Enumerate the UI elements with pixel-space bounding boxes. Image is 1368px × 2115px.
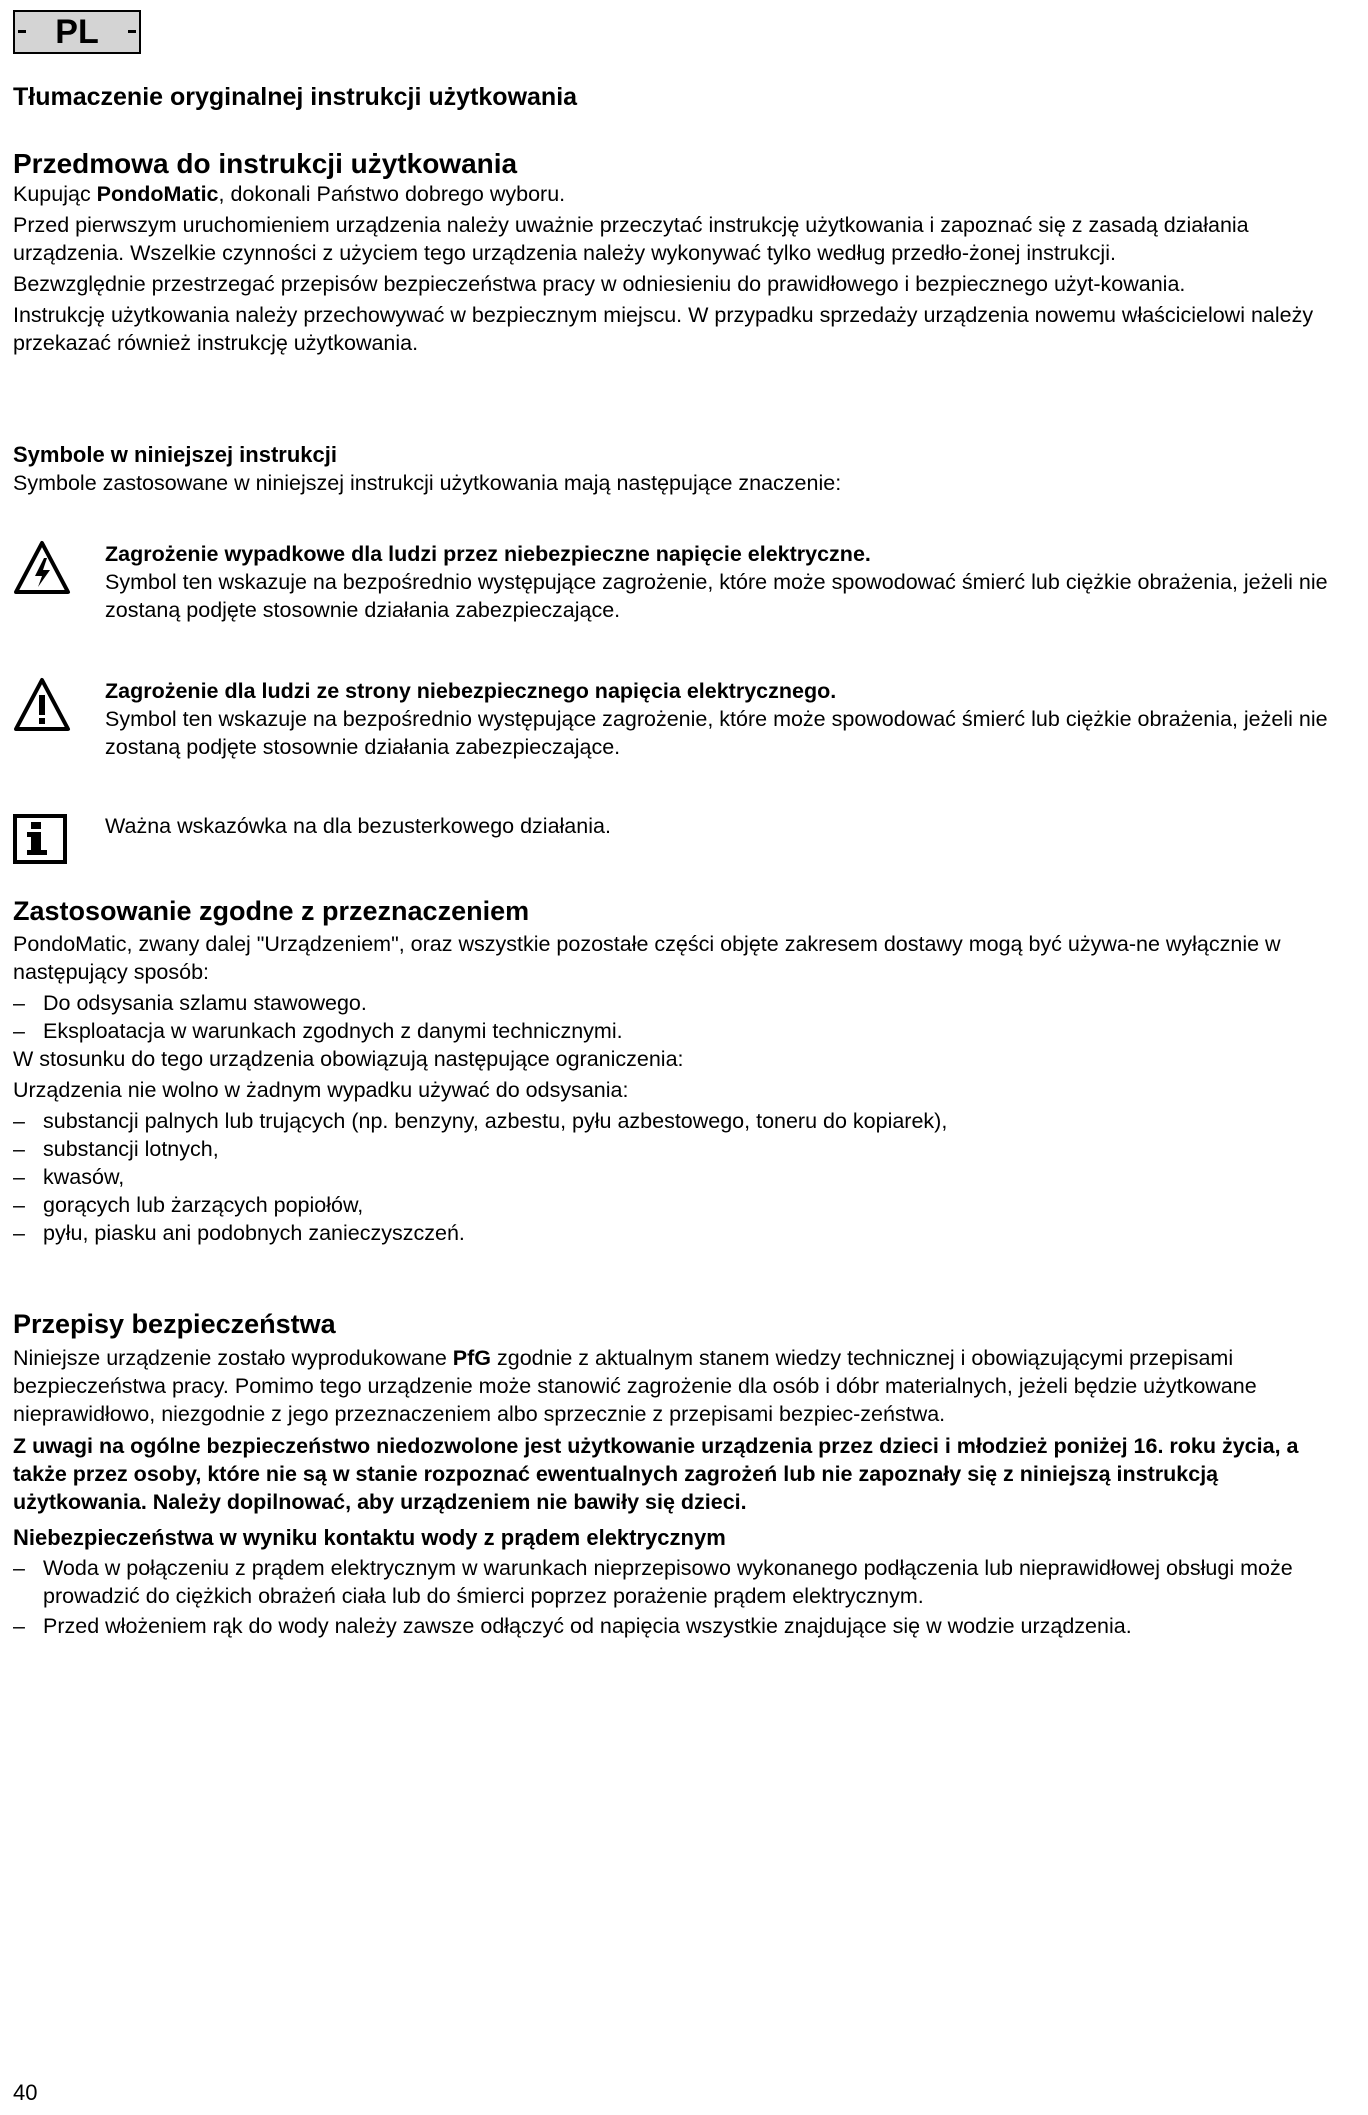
intended-use-paragraph: W stosunku do tego urządzenia obowiązują następujące ograniczenia: xyxy=(13,1047,684,1071)
info-icon xyxy=(13,812,67,866)
safety-paragraph xyxy=(13,1344,1355,1428)
symbol-description: Ważna wskazówka na dla bezusterkowego działania. xyxy=(105,814,611,838)
list-item: – kwasów, xyxy=(13,1163,1355,1191)
foreword-intro-text: Kupując xyxy=(13,182,97,206)
list-item: – Woda w połączeniu z prądem elektrycznym w warunkach nieprzepisowo wykonanego podłączenia lub nieprawidłowej obsługi może prowadzić do ciężkich obrażeń ciała lub do śmierci poprzez porażenie prądem elektrycznym. xyxy=(13,1554,1355,1610)
list-item: – gorących lub żarzących popiołów, xyxy=(13,1191,1355,1219)
symbols-heading: Symbole w niniejszej instrukcji xyxy=(13,442,337,467)
intended-use-list xyxy=(13,989,1355,1045)
document-title: Tłumaczenie oryginalnej instrukcji użytkowania xyxy=(13,83,578,111)
symbol-title: Zagrożenie dla ludzi ze strony niebezpiecznego napięcia elektrycznego. xyxy=(105,679,837,703)
foreword-intro xyxy=(13,180,1355,208)
foreword-intro-text-end: , dokonali Państwo dobrego wyboru. xyxy=(218,182,566,206)
language-badge xyxy=(13,10,141,54)
restrictions-list xyxy=(13,1107,1355,1247)
language-code: PL xyxy=(55,13,99,51)
list-item: – pyłu, piasku ani podobnych zanieczyszczeń. xyxy=(13,1219,1355,1247)
general-warning-icon xyxy=(13,677,71,733)
foreword-paragraph: Przed pierwszym uruchomieniem urządzenia należy uważnie przeczytać instrukcję użytkowania i zapoznać się z zasadą działania urządzenia. Wszelkie czynności z użyciem tego urządzenia należy wykonywać tylko według przedło-żonej instrukcji. xyxy=(13,213,1249,265)
symbol-description: Symbol ten wskazuje na bezpośrednio występujące zagrożenie, które może spowodować śmierć lub ciężkie obrażenia, jeżeli nie zostaną podjęte stosownie działania zabezpieczające. xyxy=(105,570,1328,622)
safety-section xyxy=(13,1308,1355,1640)
electric-hazard-warning-icon xyxy=(13,540,71,596)
symbols-section xyxy=(13,441,1355,497)
safety-paragraph-text-end: zgodnie z aktualnym stanem wiedzy technicznej i obowiązującymi przepisami bezpieczeństwa pracy. Pomimo tego urządzenie może stanowić zagrożenie dla osób i dóbr materialnych, jeżeli będzie użytkowane nieprawidłowo, niezgodnie z jego przeznaczeniem albo sprzecznie z przepisami bezpiec-zeństwa. xyxy=(13,1346,1257,1426)
list-item: – Do odsysania szlamu stawowego. xyxy=(13,989,1355,1017)
safety-warning-paragraph: Z uwagi na ogólne bezpieczeństwo niedozwolone jest użytkowanie urządzenia przez dzieci i młodzież poniżej 16. roku życia, a także przez osoby, które nie są w stanie rozpoznać ewentualnych zagrożeń lub nie zapoznały się z niniejszą instrukcją użytkowania. Należy dopilnować, aby urządzeniem nie bawiły się dzieci. xyxy=(13,1434,1299,1514)
safety-subheading: Niebezpieczeństwa w wyniku kontaktu wody z prądem elektrycznym xyxy=(13,1525,726,1550)
page-number: 40 xyxy=(13,2080,38,2105)
symbol-title: Zagrożenie wypadkowe dla ludzi przez niebezpieczne napięcie elektryczne. xyxy=(105,542,871,566)
foreword-paragraph: Instrukcję użytkowania należy przechowywać w bezpiecznym miejscu. W przypadku sprzedaży urządzenia nowemu właścicielowi należy przekazać również instrukcję użytkowania. xyxy=(13,303,1314,355)
foreword-section xyxy=(13,148,1355,357)
safety-heading: Przepisy bezpieczeństwa xyxy=(13,1309,336,1339)
foreword-paragraph: Bezwzględnie przestrzegać przepisów bezpieczeństwa pracy w odniesieniu do prawidłowego i bezpiecznego użyt-kowania. xyxy=(13,272,1186,296)
safety-paragraph-text: Niniejsze urządzenie zostało wyprodukowane xyxy=(13,1346,453,1370)
list-item: – Przed włożeniem rąk do wody należy zawsze odłączyć od napięcia wszystkie znajdujące się w wodzie urządzenia. xyxy=(13,1612,1355,1640)
list-item: – substancji lotnych, xyxy=(13,1135,1355,1163)
intended-use-paragraph: PondoMatic, zwany dalej "Urządzeniem", oraz wszystkie pozostałe części objęte zakresem dostawy mogą być używa-ne wyłącznie w następujący sposób: xyxy=(13,932,1281,984)
symbols-intro: Symbole zastosowane w niniejszej instrukcji użytkowania mają następujące znaczenie: xyxy=(13,471,842,495)
manufacturer-name: PfG xyxy=(452,1346,492,1370)
intended-use-heading: Zastosowanie zgodne z przeznaczeniem xyxy=(13,896,530,926)
intended-use-paragraph: Urządzenia nie wolno w żadnym wypadku używać do odsysania: xyxy=(13,1078,629,1102)
safety-list xyxy=(13,1554,1355,1640)
symbol-description: Symbol ten wskazuje na bezpośrednio występujące zagrożenie, które może spowodować śmierć lub ciężkie obrażenia, jeżeli nie zostaną podjęte stosownie działania zabezpieczające. xyxy=(105,707,1328,759)
list-item: – substancji palnych lub trujących (np. benzyny, azbestu, pyłu azbestowego, toneru do kopiarek), xyxy=(13,1107,1355,1135)
foreword-heading: Przedmowa do instrukcji użytkowania xyxy=(13,148,518,179)
intended-use-section xyxy=(13,895,1355,1247)
brand-name: PondoMatic xyxy=(96,182,219,206)
list-item: – Eksploatacja w warunkach zgodnych z danymi technicznymi. xyxy=(13,1017,1355,1045)
